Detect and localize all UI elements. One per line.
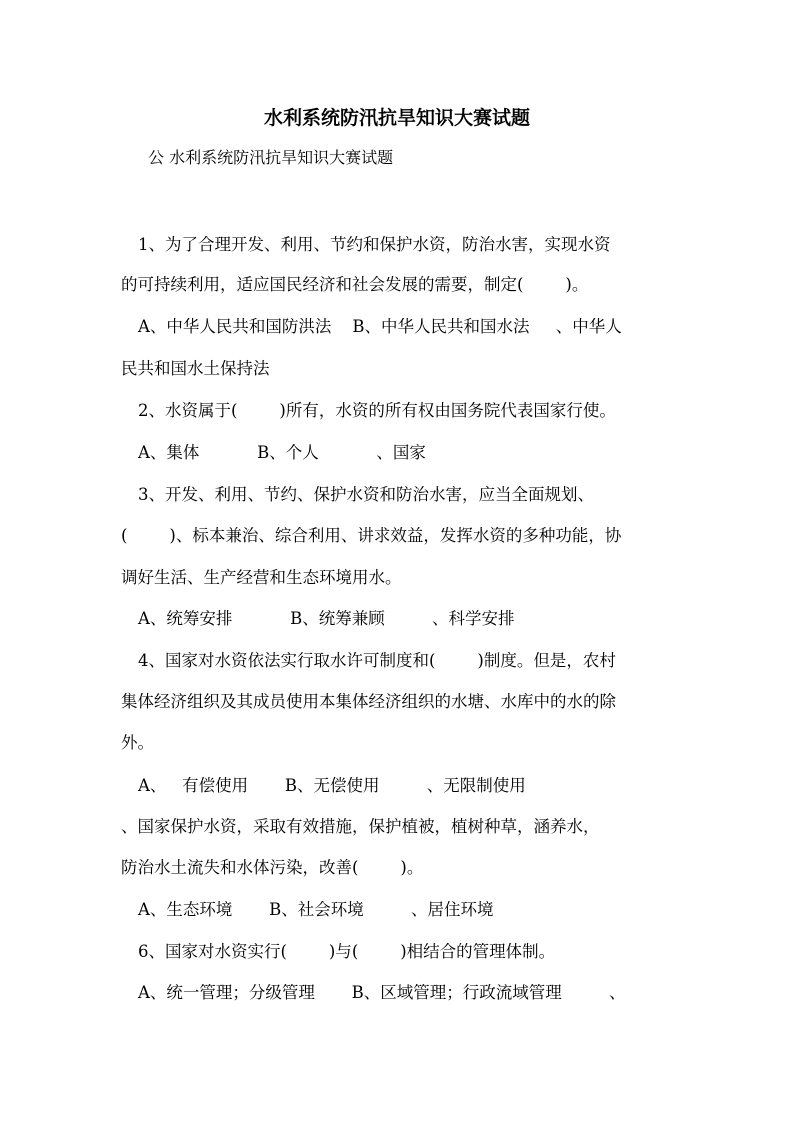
- line-q5-options: A、生态环境 B、社会环境 、居住环境: [138, 900, 494, 919]
- line-q1-b: 的可持续利用，适应国民经济和社会发展的需要，制定( )。: [121, 275, 589, 294]
- line-q5-b: 防治水土流失和水体污染，改善( )。: [121, 858, 424, 877]
- line-q1-options-a: A、中华人民共和国防洪法 B、中华人民共和国水法 、中华人: [138, 317, 622, 336]
- line-q1-options-b: 民共和国水土保持法: [121, 359, 270, 378]
- line-q3-options: A、统筹安排 B、统筹兼顾 、科学安排: [138, 609, 515, 628]
- line-q3-c: 调好生活、生产经营和生态环境用水。: [121, 568, 402, 587]
- line-q4-c: 外。: [121, 733, 154, 752]
- line-q6: 6、国家对水资实行( )与( )相结合的管理体制。: [138, 942, 556, 961]
- line-q2: 2、水资属于( )所有，水资的所有权由国务院代表国家行使。: [138, 401, 616, 420]
- line-q4-b: 集体经济组织及其成员使用本集体经济组织的水塘、水库中的水的除: [121, 692, 616, 711]
- document-subtitle: 公 水利系统防汛抗旱知识大赛试题: [148, 148, 394, 167]
- line-q4-a: 4、国家对水资依法实行取水许可制度和( )制度。但是，农村: [138, 651, 616, 670]
- line-q5-a: 、国家保护水资，采取有效措施，保护植被，植树种草，涵养水，: [121, 817, 600, 836]
- line-q2-options: A、集体 B、个人 、国家: [138, 443, 426, 462]
- line-q4-options: A、 有偿使用 B、无偿使用 、无限制使用: [138, 776, 526, 795]
- line-q6-options: A、统一管理；分级管理 B、区域管理；行政流域管理 、: [138, 983, 626, 1002]
- document-title: 水利系统防汛抗旱知识大赛试题: [263, 107, 530, 129]
- line-q1-a: 1、为了合理开发、利用、节约和保护水资，防治水害，实现水资: [138, 235, 611, 254]
- line-q3-a: 3、开发、利用、节约、保护水资和防治水害，应当全面规划、: [138, 485, 594, 504]
- line-q3-b: ( )、标本兼治、综合利用、讲求效益，发挥水资的多种功能，协: [121, 526, 622, 545]
